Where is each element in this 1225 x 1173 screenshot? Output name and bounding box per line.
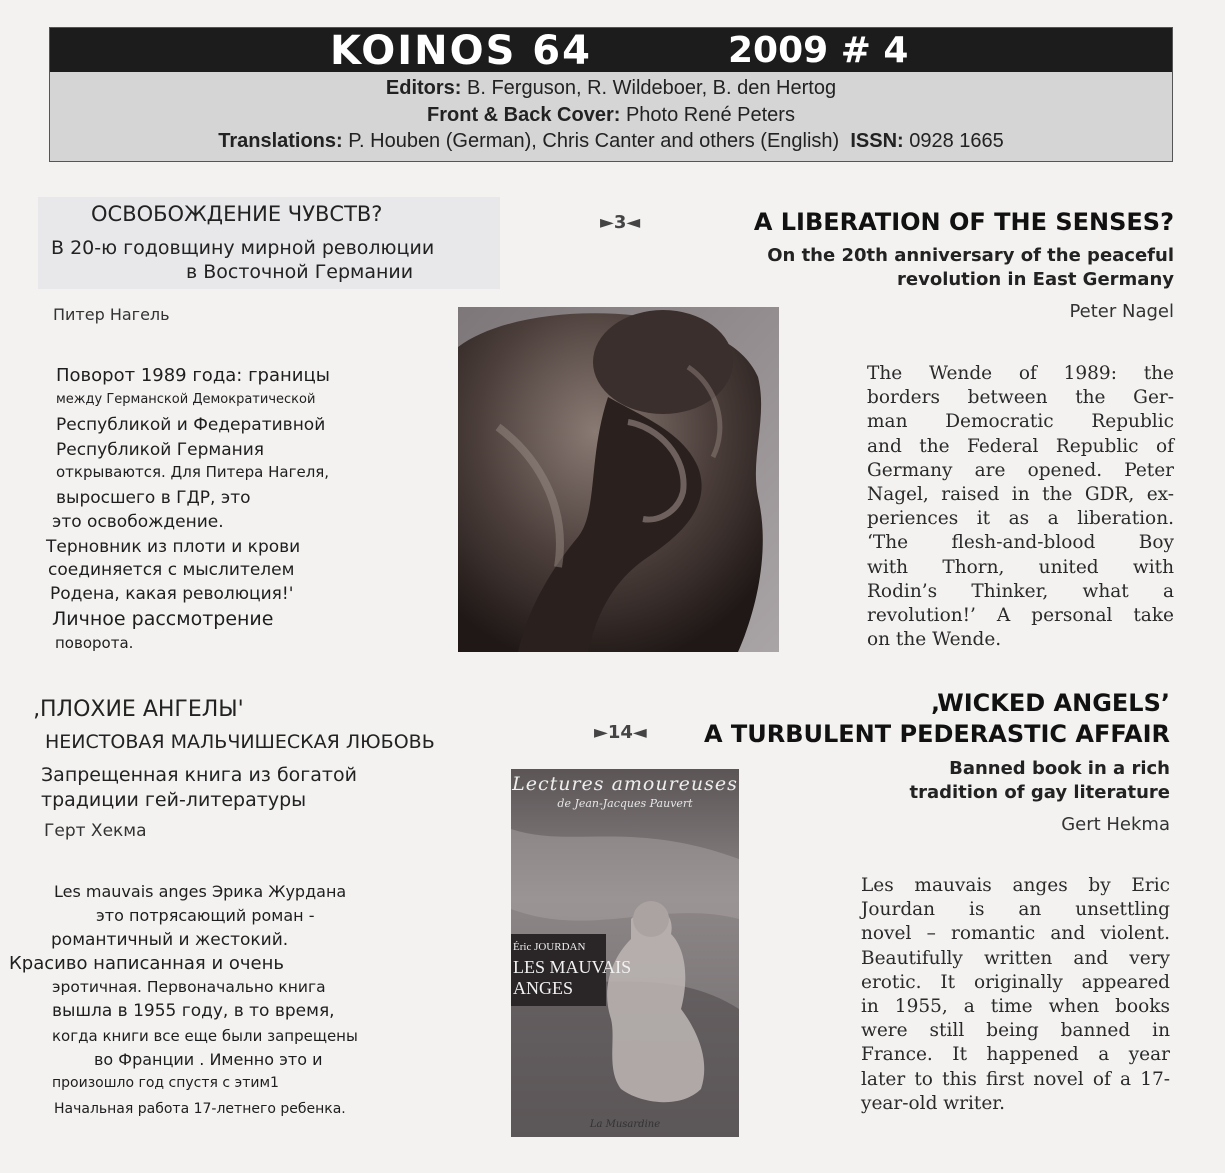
editors-line bbox=[50, 77, 1172, 100]
ru-article2-subtitle-2: традиции гей-литературы bbox=[41, 789, 307, 811]
ru-article1-subtitle-2: в Восточной Германии bbox=[186, 261, 414, 283]
ru-article2-line: романтичный и жестокий. bbox=[51, 930, 289, 950]
ru-article2-line: произошло год спустя с этим1 bbox=[52, 1075, 279, 1091]
page-ref-3: ►3◄ bbox=[600, 212, 641, 233]
en-article2-line: in 1955, a time when books bbox=[861, 996, 1170, 1018]
ru-article1-line: Республикой и Федеративной bbox=[56, 415, 326, 435]
ru-article1-line: Терновник из плоти и крови bbox=[46, 537, 301, 557]
en-article1-title: A LIBERATION OF THE SENSES? bbox=[753, 208, 1174, 236]
translations-line bbox=[50, 130, 1172, 153]
ru-article1-line: Личное рассмотрение bbox=[52, 608, 274, 630]
en-article2-line: year-old writer. bbox=[861, 1092, 1005, 1114]
ru-article1-line: Поворот 1989 года: границы bbox=[56, 365, 330, 386]
ru-article1-author: Питер Нагель bbox=[53, 305, 170, 324]
editors-label: Editors: bbox=[385, 77, 462, 99]
editors-value: B. Ferguson, R. Wildeboer, B. den Hertog bbox=[467, 77, 837, 99]
ru-article1-line: это освобождение. bbox=[52, 512, 224, 532]
en-article2-line: were still being banned in bbox=[861, 1020, 1170, 1042]
en-article1-line: with Thorn, united with bbox=[867, 556, 1174, 578]
en-article1-line: periences it as a liberation. bbox=[867, 508, 1174, 530]
book-series: Lectures amoureuses bbox=[512, 773, 738, 795]
en-article2-line: novel – romantic and violent. bbox=[861, 923, 1170, 945]
book-author: Éric JOURDAN bbox=[513, 941, 586, 953]
book-title-2: ANGES bbox=[513, 978, 574, 998]
ru-article2-line: Красиво написанная и очень bbox=[9, 953, 285, 974]
book-publisher: La Musardine bbox=[589, 1119, 661, 1130]
ru-article2-title: ‚ПЛОХИЕ АНГЕЛЫ' bbox=[33, 697, 244, 722]
en-article2-line: erotic. It originally appeared bbox=[861, 971, 1170, 993]
en-article2-author: Gert Hekma bbox=[1061, 814, 1170, 835]
book-cover-image bbox=[511, 769, 739, 1137]
en-article1-line: and the Federal Republic of bbox=[867, 435, 1174, 457]
ru-article1-line: поворота. bbox=[55, 634, 134, 652]
page-ref-14: ►14◄ bbox=[594, 722, 647, 743]
translations-value: P. Houben (German), Chris Canter and others (English) bbox=[348, 130, 840, 152]
en-article1-subtitle-2: revolution in East Germany bbox=[897, 269, 1174, 290]
en-article2-line: Les mauvais anges by Eric bbox=[861, 875, 1170, 896]
en-article1-line: ‘The flesh-and-blood Boy bbox=[867, 532, 1174, 554]
ru-article2-author: Герт Хекма bbox=[44, 821, 147, 841]
issn-label: ISSN: bbox=[850, 130, 904, 152]
en-article1-line: Rodin’s Thinker, what a bbox=[867, 580, 1174, 602]
ru-article1-subtitle-1: В 20-ю годовщину мирной революции bbox=[51, 237, 435, 259]
en-article1-body bbox=[867, 362, 1174, 652]
en-article1-line: borders between the Ger- bbox=[867, 387, 1174, 409]
en-article1-line: man Democratic Republic bbox=[867, 411, 1174, 433]
en-article2-line: later to this first novel of a 17- bbox=[861, 1068, 1170, 1090]
ru-article2-subtitle-1: Запрещенная книга из богатой bbox=[41, 764, 357, 786]
en-article2-line: France. It happened a year bbox=[861, 1044, 1170, 1066]
issue-number: 2009 # 4 bbox=[728, 30, 909, 71]
ru-article2-line: эротичная. Первоначально книга bbox=[52, 978, 326, 996]
cover-label: Front & Back Cover: bbox=[427, 104, 621, 126]
ru-article2-line: Начальная работа 17-летнего ребенка. bbox=[54, 1101, 346, 1117]
en-article2-subtitle-2: tradition of gay literature bbox=[909, 782, 1170, 803]
ru-article2-line: вышла в 1955 году, в то время, bbox=[52, 1001, 335, 1021]
ru-article1-line: открываются. Для Питера Нагеля, bbox=[56, 463, 330, 481]
en-article1-line: Nagel, raised in the GDR, ex- bbox=[867, 484, 1174, 506]
ru-article2-line: во Франции . Именно это и bbox=[94, 1050, 323, 1069]
book-title-1: LES MAUVAIS bbox=[513, 957, 632, 977]
en-article2-body bbox=[861, 874, 1170, 1116]
en-article1-subtitle-1: On the 20th anniversary of the peaceful bbox=[767, 245, 1174, 266]
ru-article1-line: Республикой Германия bbox=[56, 440, 265, 460]
cover-value: Photo René Peters bbox=[625, 104, 795, 126]
en-article2-line: Beautifully written and very bbox=[861, 947, 1170, 969]
ru-article2-line: Les mauvais anges Эрика Журдана bbox=[54, 882, 347, 901]
ru-article1-line: Родена, какая революция!' bbox=[50, 584, 294, 604]
en-article1-line: The Wende of 1989: the bbox=[867, 363, 1174, 384]
ru-article1-line: соединяется с мыслителем bbox=[48, 560, 295, 580]
ru-article2-line: это потрясающий роман - bbox=[96, 906, 315, 925]
masthead bbox=[49, 27, 1173, 162]
issn-value: 0928 1665 bbox=[909, 130, 1004, 152]
en-article2-title-1: ‚WICKED ANGELS’ bbox=[930, 689, 1170, 717]
en-article2-title-2: A TURBULENT PEDERASTIC AFFAIR bbox=[703, 720, 1170, 748]
ru-article1-title: ОСВОБОЖДЕНИЕ ЧУВСТВ? bbox=[91, 202, 383, 226]
en-article1-author: Peter Nagel bbox=[1069, 301, 1174, 322]
translations-label: Translations: bbox=[218, 130, 343, 152]
thinker-photo-graphic bbox=[458, 307, 779, 652]
en-article2-subtitle-1: Banned book in a rich bbox=[949, 758, 1170, 779]
ru-article1-line: между Германской Демократической bbox=[56, 392, 316, 407]
ru-article2-line: когда книги все еще были запрещены bbox=[52, 1027, 358, 1045]
en-article1-line: revolution!’ A personal take bbox=[867, 605, 1174, 627]
thinker-sculpture-photo bbox=[458, 307, 779, 652]
ru-article1-line: выросшего в ГДР, это bbox=[56, 488, 251, 508]
en-article1-line: Germany are opened. Peter bbox=[867, 459, 1174, 481]
ru-article2-title-2: НЕИСТОВАЯ МАЛЬЧИШЕСКАЯ ЛЮБОВЬ bbox=[45, 731, 435, 753]
book-series-by: de Jean-Jacques Pauvert bbox=[557, 797, 693, 810]
en-article1-line: on the Wende. bbox=[867, 629, 1002, 651]
cover-line bbox=[50, 104, 1172, 127]
en-article2-line: Jourdan is an unsettling bbox=[861, 899, 1170, 921]
magazine-title: KOINOS 64 bbox=[330, 28, 592, 74]
masthead-bar bbox=[50, 28, 1172, 72]
